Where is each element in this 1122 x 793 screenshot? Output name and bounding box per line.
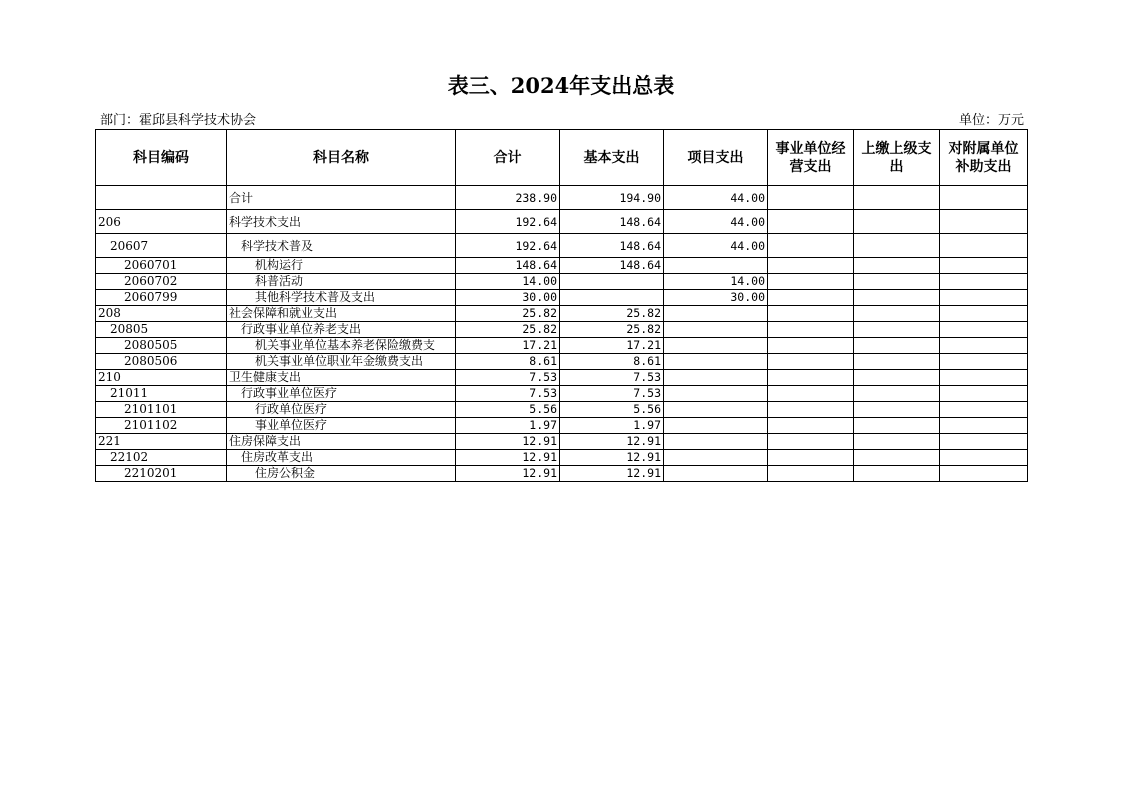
row-name: 行政事业单位养老支出: [227, 322, 456, 338]
row-name: 事业单位医疗: [227, 418, 456, 434]
row-code: 2101102: [96, 418, 227, 434]
row-name: 机关事业单位基本养老保险缴费支: [227, 338, 456, 354]
row-subsidy: [940, 402, 1028, 418]
row-basic: 1.97: [560, 418, 664, 434]
row-project: 30.00: [664, 290, 768, 306]
row-upper: [854, 306, 940, 322]
row-business: [768, 322, 854, 338]
row-total: 30.00: [456, 290, 560, 306]
row-basic: 148.64: [560, 258, 664, 274]
table-row: [96, 354, 1028, 370]
row-business: [768, 338, 854, 354]
row-subsidy: [940, 466, 1028, 482]
table-header-row: [96, 130, 1028, 186]
row-total: 12.91: [456, 450, 560, 466]
row-basic: 194.90: [560, 186, 664, 210]
row-code: 21011: [96, 386, 227, 402]
row-basic: 148.64: [560, 210, 664, 234]
row-total: 25.82: [456, 322, 560, 338]
row-business: [768, 418, 854, 434]
row-subsidy: [940, 290, 1028, 306]
row-basic: 7.53: [560, 370, 664, 386]
unit-label: 单位：万元: [958, 113, 1024, 128]
row-upper: [854, 466, 940, 482]
row-project: [664, 370, 768, 386]
row-subsidy: [940, 338, 1028, 354]
row-subsidy: [940, 434, 1028, 450]
row-project: [664, 386, 768, 402]
row-subsidy: [940, 386, 1028, 402]
row-upper: [854, 338, 940, 354]
row-total: 12.91: [456, 434, 560, 450]
row-code: 2080505: [96, 338, 227, 354]
row-name: 科学技术支出: [227, 210, 456, 234]
row-name: 住房改革支出: [227, 450, 456, 466]
row-name: 科学技术普及: [227, 234, 456, 258]
row-project: [664, 322, 768, 338]
row-upper: [854, 418, 940, 434]
row-upper: [854, 290, 940, 306]
table-row: [96, 322, 1028, 338]
row-total: 192.64: [456, 234, 560, 258]
row-basic: 5.56: [560, 402, 664, 418]
header-upper: 上缴上级支出: [854, 130, 940, 186]
table-row: [96, 402, 1028, 418]
row-upper: [854, 402, 940, 418]
row-name: 科普活动: [227, 274, 456, 290]
row-name: 社会保障和就业支出: [227, 306, 456, 322]
row-subsidy: [940, 306, 1028, 322]
expenditure-table: [95, 129, 1028, 482]
row-subsidy: [940, 274, 1028, 290]
row-basic: [560, 290, 664, 306]
row-upper: [854, 386, 940, 402]
row-basic: 7.53: [560, 386, 664, 402]
row-project: [664, 354, 768, 370]
row-total: 17.21: [456, 338, 560, 354]
header-basic: 基本支出: [560, 130, 664, 186]
row-total: 7.53: [456, 386, 560, 402]
row-code: 208: [96, 306, 227, 322]
row-upper: [854, 434, 940, 450]
row-subsidy: [940, 210, 1028, 234]
row-upper: [854, 322, 940, 338]
row-upper: [854, 258, 940, 274]
row-total: 5.56: [456, 402, 560, 418]
row-project: 44.00: [664, 210, 768, 234]
row-code: 2210201: [96, 466, 227, 482]
row-project: [664, 306, 768, 322]
header-project: 项目支出: [664, 130, 768, 186]
row-code: 2060701: [96, 258, 227, 274]
table-row: [96, 274, 1028, 290]
row-basic: 17.21: [560, 338, 664, 354]
row-code: 20607: [96, 234, 227, 258]
table-row: [96, 466, 1028, 482]
table-row: [96, 434, 1028, 450]
row-name: 机构运行: [227, 258, 456, 274]
row-business: [768, 186, 854, 210]
row-total: 8.61: [456, 354, 560, 370]
row-upper: [854, 234, 940, 258]
row-business: [768, 386, 854, 402]
row-code: 20805: [96, 322, 227, 338]
row-basic: 12.91: [560, 450, 664, 466]
row-name: 合计: [227, 186, 456, 210]
row-total: 148.64: [456, 258, 560, 274]
row-project: [664, 434, 768, 450]
header-name: 科目名称: [227, 130, 456, 186]
row-upper: [854, 370, 940, 386]
row-business: [768, 370, 854, 386]
row-code: [96, 186, 227, 210]
row-total: 14.00: [456, 274, 560, 290]
row-upper: [854, 186, 940, 210]
row-name: 行政事业单位医疗: [227, 386, 456, 402]
row-subsidy: [940, 418, 1028, 434]
row-project: 14.00: [664, 274, 768, 290]
row-business: [768, 258, 854, 274]
table-row: [96, 450, 1028, 466]
row-upper: [854, 450, 940, 466]
row-name: 机关事业单位职业年金缴费支出: [227, 354, 456, 370]
row-total: 12.91: [456, 466, 560, 482]
row-project: 44.00: [664, 186, 768, 210]
row-name: 住房保障支出: [227, 434, 456, 450]
row-total: 7.53: [456, 370, 560, 386]
row-name: 卫生健康支出: [227, 370, 456, 386]
table-row: [96, 186, 1028, 210]
row-code: 2060799: [96, 290, 227, 306]
header-code: 科目编码: [96, 130, 227, 186]
row-business: [768, 290, 854, 306]
row-basic: 148.64: [560, 234, 664, 258]
table-row: [96, 386, 1028, 402]
department-label: 部门：霍邱县科学技术协会: [100, 113, 257, 128]
row-basic: [560, 274, 664, 290]
row-project: [664, 418, 768, 434]
row-upper: [854, 210, 940, 234]
row-business: [768, 434, 854, 450]
header-business: 事业单位经营支出: [768, 130, 854, 186]
row-name: 其他科学技术普及支出: [227, 290, 456, 306]
row-code: 221: [96, 434, 227, 450]
table-row: [96, 370, 1028, 386]
row-business: [768, 466, 854, 482]
row-total: 238.90: [456, 186, 560, 210]
row-upper: [854, 354, 940, 370]
row-subsidy: [940, 234, 1028, 258]
table-row: [96, 290, 1028, 306]
row-name: 行政单位医疗: [227, 402, 456, 418]
row-subsidy: [940, 370, 1028, 386]
row-project: [664, 466, 768, 482]
row-code: 22102: [96, 450, 227, 466]
header-total: 合计: [456, 130, 560, 186]
row-code: 2080506: [96, 354, 227, 370]
row-business: [768, 210, 854, 234]
table-row: [96, 306, 1028, 322]
row-total: 25.82: [456, 306, 560, 322]
header-subsidy: 对附属单位补助支出: [940, 130, 1028, 186]
row-business: [768, 450, 854, 466]
row-total: 192.64: [456, 210, 560, 234]
table-row: [96, 210, 1028, 234]
row-upper: [854, 274, 940, 290]
row-basic: 8.61: [560, 354, 664, 370]
table-row: [96, 418, 1028, 434]
row-subsidy: [940, 322, 1028, 338]
row-project: [664, 258, 768, 274]
row-project: [664, 338, 768, 354]
row-business: [768, 354, 854, 370]
page-title: 表三、2024年支出总表: [447, 73, 675, 98]
row-code: 2101101: [96, 402, 227, 418]
table-row: [96, 234, 1028, 258]
row-basic: 25.82: [560, 306, 664, 322]
row-total: 1.97: [456, 418, 560, 434]
row-basic: 25.82: [560, 322, 664, 338]
row-project: [664, 402, 768, 418]
row-project: [664, 450, 768, 466]
row-subsidy: [940, 186, 1028, 210]
row-business: [768, 274, 854, 290]
row-code: 2060702: [96, 274, 227, 290]
row-code: 206: [96, 210, 227, 234]
row-business: [768, 402, 854, 418]
row-subsidy: [940, 354, 1028, 370]
table-row: [96, 338, 1028, 354]
row-subsidy: [940, 258, 1028, 274]
table-row: [96, 258, 1028, 274]
row-code: 210: [96, 370, 227, 386]
row-subsidy: [940, 450, 1028, 466]
row-name: 住房公积金: [227, 466, 456, 482]
row-basic: 12.91: [560, 466, 664, 482]
row-business: [768, 234, 854, 258]
row-business: [768, 306, 854, 322]
table-body: [96, 186, 1028, 482]
row-basic: 12.91: [560, 434, 664, 450]
row-project: 44.00: [664, 234, 768, 258]
